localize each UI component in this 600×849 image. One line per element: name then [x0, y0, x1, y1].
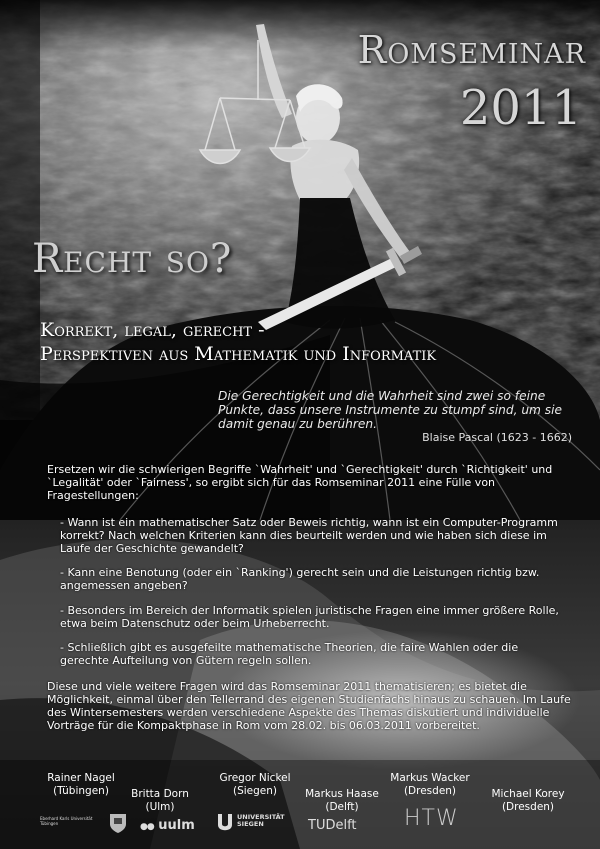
closing-paragraph: Diese und viele weitere Fragen wird das Romseminar 2011 thematisieren; es bietet die Möglichkeit, einmal über den Tellerrand des eigenen Studienfachs hinaus zu schauen. Im Laufe des Wintersemesters werden verschiedene Aspekte des Themas diskutiert und individuelle Vorträge für die Kompaktphase in Rom vom 28.02. bis 06.03.2011 vorbereitet. [47, 680, 571, 732]
organizer [380, 772, 480, 798]
ulm-logo: ●● uulm [140, 818, 195, 833]
tuebingen-crest-icon [108, 812, 128, 834]
organizer-name: Gregor Nickel [219, 772, 291, 784]
bullet-item: - Schließlich gibt es ausgefeilte mathematische Theorien, die faire Wahlen oder die gerechte Aufteilung von Gütern regeln sollen. [60, 641, 519, 667]
organizer [36, 772, 126, 798]
title-line1: Romseminar [357, 28, 586, 72]
organizer-affiliation: (Dresden) [501, 801, 555, 813]
organizer-name: Britta Dorn [131, 788, 189, 800]
organizer-affiliation: (Delft) [325, 801, 359, 813]
htw-logo: HTW [404, 806, 459, 831]
subtitle: Recht so? [32, 236, 233, 282]
organizer-affiliation: (Siegen) [232, 785, 277, 797]
quote-author: Blaise Pascal (1623 - 1662) [422, 431, 572, 444]
siegen-logo: UNIVERSITÄT SIEGEN [237, 813, 285, 828]
organizer [478, 788, 578, 814]
organizer [292, 788, 392, 814]
topic-line-1: Korrekt, legal, gerecht - [40, 319, 265, 341]
bullet-item: - Besonders im Bereich der Informatik spielen juristische Fragen eine immer größere Rolle, etwa beim Datenschutz oder beim Urheberrecht. [60, 604, 559, 630]
title-year: 2011 [459, 80, 582, 136]
tuebingen-logo: Eberhard Karls Universität Tübingen [40, 816, 93, 826]
ulm-dots-icon: ●● [140, 822, 154, 832]
organizer-name: Markus Wacker [390, 772, 470, 784]
bullet-item: - Wann ist ein mathematischer Satz oder Beweis richtig, wann ist ein Computer-Programm korrekt? Nach welchen Kriterien kann dies beurteilt werden und wie haben sich diese im Laufe der Geschichte gewandelt? [60, 516, 558, 555]
organizer [205, 772, 305, 798]
bullet-item: - Kann eine Benotung (oder ein `Ranking') gerecht sein und die Leistungen richtig bzw. angemessen angeben? [60, 566, 540, 592]
organizer-affiliation: (Ulm) [145, 801, 175, 813]
organizer [115, 788, 205, 814]
topic-line-2: Perspektiven aus Mathematik und Informatik [40, 343, 437, 365]
organizer-name: Markus Haase [305, 788, 379, 800]
siegen-logo-icon [216, 812, 234, 832]
organizer-name: Michael Korey [491, 788, 565, 800]
organizer-affiliation: (Tübingen) [53, 785, 109, 797]
organizer-affiliation: (Dresden) [403, 785, 457, 797]
quote-text: Die Gerechtigkeit und die Wahrheit sind zwei so feine Punkte, dass unsere Instrumente zu stumpf sind, um sie damit genau zu berühren. [218, 389, 563, 431]
delft-logo: TUDelft [308, 818, 357, 833]
intro-paragraph: Ersetzen wir die schwierigen Begriffe `Wahrheit' und `Gerechtigkeit' durch `Richtigkeit' und `Legalität' oder `Fairness', so ergibt sich für das Romseminar 2011 eine Fülle von Fragestellungen: [47, 463, 553, 502]
organizer-name: Rainer Nagel [47, 772, 115, 784]
